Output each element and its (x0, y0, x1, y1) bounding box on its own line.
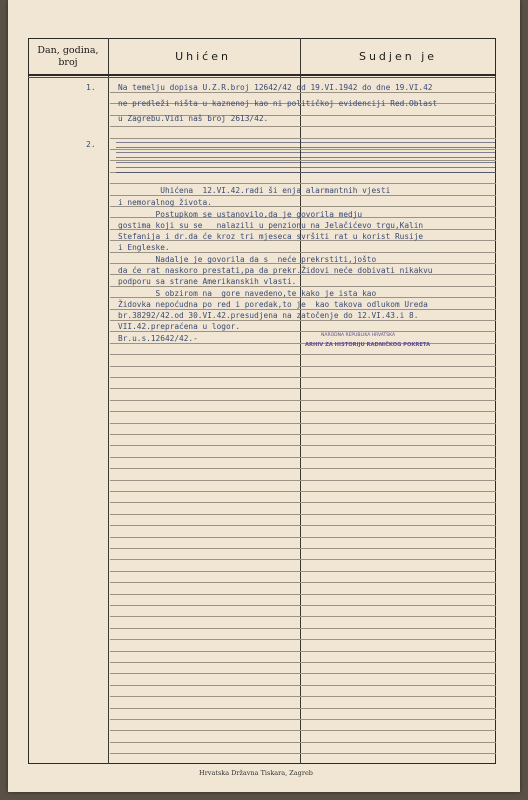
entry-line: Stefanija i dr.da će kroz tri mjeseca svršiti rat u korist Rusije (118, 232, 424, 241)
header-arrested: Uhićen (175, 50, 231, 63)
entry-line: Br.u.s.12642/42.- (118, 334, 198, 343)
entry-line: Uhićena 12.VI.42.radi ši enja alarmantnih vjesti (118, 186, 391, 195)
ruled-line (110, 400, 496, 401)
ruled-line (110, 594, 496, 595)
entry-line: Nadalje je govorila da s neće prekrstiti,jošto (118, 255, 377, 264)
entry-line: u Zagrebu.Vidi naš broj 2613/42. (118, 114, 269, 123)
entry-line: gostima koji su se nalazili u penzionu na Jelačićevo trgu,Kalin (118, 221, 424, 230)
ruled-line (110, 605, 496, 606)
entry-line: br.38292/42.od 30.VI.42.presudjena na zatočenje do 12.VI.43.i 8. (118, 311, 419, 320)
ruled-line (110, 423, 496, 424)
ruled-line (110, 582, 496, 583)
entry-line: da će rat naskoro prestati,pa da prekr.Židovi neće dobivati nikakvu (118, 266, 433, 275)
header-rule-thin (28, 77, 496, 78)
ruled-line (110, 126, 496, 127)
ruled-line (110, 719, 496, 720)
ruled-line (110, 548, 496, 549)
ruled-line (110, 183, 496, 184)
ruled-line (110, 502, 496, 503)
stamp-line-1: NARODNA REPUBLIKA HRVATSKA (321, 333, 396, 338)
ruled-line (110, 457, 496, 458)
printer-imprint: Hrvatska Državna Tiskara, Zagreb (199, 769, 313, 777)
header-date-number (30, 45, 106, 69)
ruled-line (110, 685, 496, 686)
entry-line: podporu sa strane Amerikanskih vlasti. (118, 277, 297, 286)
entry-line: VII.42.prepraćena u logor. (118, 322, 241, 331)
ruled-line (110, 639, 496, 640)
ruled-line (110, 411, 496, 412)
ruled-line (110, 366, 496, 367)
entry-number: 2. (86, 140, 96, 149)
column-divider-1 (108, 38, 109, 764)
ruled-line (110, 377, 496, 378)
ruled-line (110, 445, 496, 446)
ruled-line (110, 708, 496, 709)
entry-line: Na temelju dopisa U.Z.R.broj 12642/42 od 19.VI.1942 do dne 19.VI.42 (118, 83, 433, 92)
ruled-line (110, 138, 496, 139)
header-rule (28, 74, 496, 76)
entry-number: 1. (86, 83, 96, 92)
entry-line: Postupkom se ustanovilo,da je govorila medju (118, 210, 363, 219)
ruled-line (110, 468, 496, 469)
header-col1-line2: broj (58, 57, 78, 68)
ruled-line (110, 559, 496, 560)
ruled-line (110, 491, 496, 492)
archive-stamp (305, 333, 445, 348)
stamp-line-2: ARHIV ZA HISTORIJU RADNIČKOG POKRETA (305, 342, 431, 348)
ruled-line (110, 742, 496, 743)
ruled-line (110, 730, 496, 731)
ruled-line (110, 514, 496, 515)
ruled-line (110, 434, 496, 435)
header-sentenced: Sudjen je (358, 50, 438, 63)
ruled-line (110, 354, 496, 355)
ruled-line (110, 673, 496, 674)
ruled-line (110, 388, 496, 389)
ruled-line (110, 696, 496, 697)
struck-out-text (116, 140, 496, 176)
entry-line: i Engleske. (118, 243, 170, 252)
ruled-line (110, 651, 496, 652)
header-col1-line1: Dan, godina, (37, 45, 99, 56)
ruled-line (110, 616, 496, 617)
ruled-line (110, 753, 496, 754)
ruled-line (110, 525, 496, 526)
ruled-line (110, 480, 496, 481)
ruled-line (110, 662, 496, 663)
ruled-line (110, 537, 496, 538)
ruled-line (110, 628, 496, 629)
entry-line: ne predleži ništa u kaznenoj kao ni političkoj evidenciji Red.Oblast (118, 99, 438, 108)
entry-line: i nemoralnog života. (118, 198, 212, 207)
ruled-line (110, 571, 496, 572)
entry-line: Židovka nepoćudna po red i poredak,to je kao takova odlukom Ureda (118, 300, 428, 309)
entry-line: S obzirom na gore navedeno,te kako je ista kao (118, 289, 377, 298)
